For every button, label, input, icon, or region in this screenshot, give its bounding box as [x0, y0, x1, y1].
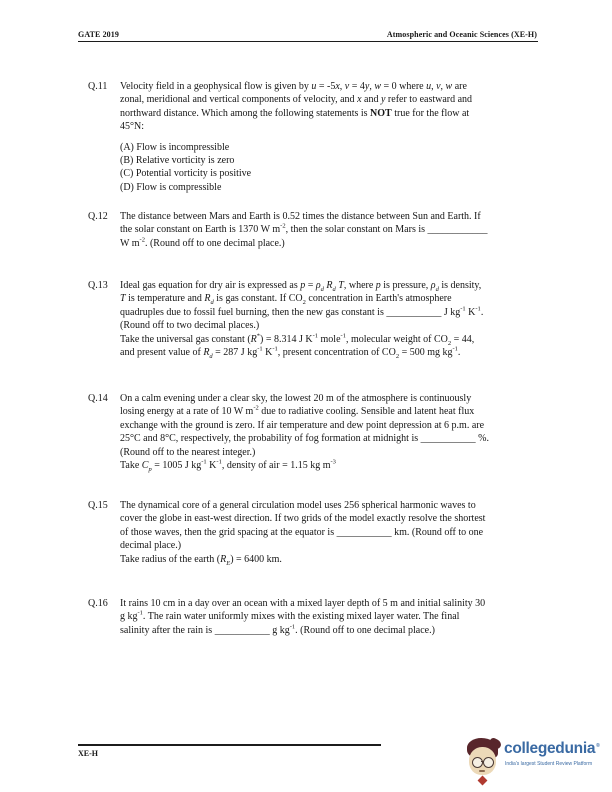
- registered-mark-icon: ®: [596, 742, 600, 749]
- question-body: [120, 210, 540, 250]
- mascot-icon: [466, 738, 502, 788]
- question-line: northward distance. Which among the following statements is NOT true for the flow at: [120, 107, 470, 119]
- footer-rule: [78, 744, 381, 746]
- option: (A) Flow is incompressible: [120, 141, 230, 153]
- question-body: [120, 279, 540, 359]
- question-block: [88, 392, 540, 472]
- mascot-glasses-right: [483, 757, 494, 768]
- question-line: 25°C and 8°C, respectively, the probability of fog formation at midnight is ___________ %.: [120, 433, 489, 445]
- collegedunia-logo: [466, 738, 608, 790]
- question-line: Take $C_p = 1005$ J $kg^{-1}$ $K^{-1}$, density of air = 1.15 kg $m^{-3}$: [120, 458, 336, 474]
- options-group: [120, 141, 540, 195]
- option: (C) Potential vorticity is positive: [120, 168, 252, 180]
- question-body: [120, 597, 540, 637]
- question-block: [88, 499, 540, 566]
- mascot-glasses-left: [472, 757, 483, 768]
- question-line: zonal, meridional and vertical components of velocity, and x and y refer to eastward and: [120, 94, 473, 106]
- question-line: Velocity field in a geophysical flow is given by u = -5x, v = 4y, w = 0 where u, v, w are: [120, 81, 467, 92]
- header-subject-title: Atmospheric and Oceanic Sciences (XE-H): [386, 30, 537, 39]
- question-line: The dynamical core of a general circulation model uses 256 spherical harmonic waves to: [120, 500, 476, 511]
- question-line: Take radius of the earth $(R_E) = 6400$ km.: [120, 553, 282, 567]
- footer-paper-code: XE-H: [78, 749, 98, 758]
- question-line: (Round off to two decimal places.): [120, 320, 260, 332]
- question-block: [88, 80, 540, 194]
- header-rule: [78, 41, 538, 42]
- option: (B) Relative vorticity is zero: [120, 155, 235, 167]
- question-line: Take the universal gas constant (R*) = 8.314 J $K^{-1}$ mole$^{-1}$, molecular weight of $CO_2 = 44$,: [120, 332, 475, 347]
- question-line: quadruples due to fossil fuel burning, then the new gas constant is ___________ J $kg^{-1}$ $K^{-1}$.: [120, 305, 484, 318]
- question-number: Q.15: [88, 500, 108, 511]
- question-body: [120, 392, 540, 472]
- question-line: T is temperature and $R_d$ is gas constant. If $CO_2$ concentration in Earth's atmosphere: [120, 293, 452, 307]
- mascot-glasses-bridge: [481, 761, 484, 763]
- header-exam-title: GATE 2019: [78, 30, 119, 39]
- question-line: (Round off to the nearest integer.): [120, 446, 256, 458]
- question-number: Q.13: [88, 280, 108, 291]
- question-line: salinity after the rain is ___________ g $kg^{-1}$. (Round off to one decimal place.): [120, 623, 435, 636]
- question-line: The distance between Mars and Earth is 0.52 times the distance between Sun and Earth. If: [120, 211, 481, 222]
- question-body: [120, 80, 540, 194]
- question-block: [88, 597, 540, 637]
- question-line: W $m^{-2}$. (Round off to one decimal place.): [120, 236, 285, 249]
- question-line: It rains 10 cm in a day over an ocean with a mixed layer depth of 5 m and initial salinity 30: [120, 598, 486, 609]
- question-number: Q.12: [88, 211, 108, 222]
- mascot-mouth: [479, 770, 485, 772]
- question-line: 45°N:: [120, 121, 144, 133]
- question-number: Q.16: [88, 598, 108, 609]
- option: (D) Flow is compressible: [120, 181, 222, 193]
- logo-tagline: India's largest Student Review Platform: [505, 761, 593, 767]
- question-body: [120, 499, 540, 566]
- question-line: of those waves, then the grid spacing at the equator is ___________ km. (Round off to one: [120, 526, 484, 538]
- question-block: [88, 210, 540, 250]
- question-line: and present value of $R_d = 287$ J $kg^{-1}$ $K^{-1}$, present concentration of $CO_2 = 500$ mg $kg^{-1}$.: [120, 345, 461, 361]
- question-number: Q.14: [88, 393, 108, 404]
- question-line: decimal place.): [120, 540, 182, 552]
- question-line: losing energy at a rate of 10 W $m^{-2}$ due to radiative cooling. Sensible and latent heat flux: [120, 405, 475, 418]
- question-line: exchange with the ground is zero. If air temperature and dew point depression at 6 p.m. are: [120, 419, 485, 431]
- question-line: Ideal gas equation for dry air is expressed as $p = \rho_d$ $R_d$ T, where p is pressure, $\rho_d$ is density,: [120, 280, 482, 293]
- question-line: the solar constant on Earth is 1370 W $m^{-2}$, then the solar constant on Mars is ____________: [120, 223, 488, 236]
- question-block: [88, 279, 540, 359]
- mascot-bowtie: [478, 776, 488, 786]
- logo-name: collegedunia: [504, 740, 596, 757]
- question-line: cover the globe in east-west direction. If two grids of the model exactly resolve the shortest: [120, 513, 486, 525]
- question-number: Q.11: [88, 81, 108, 92]
- question-line: g $kg^{-1}$. The rain water uniformly mixes with the existing mixed layer water. The final: [120, 610, 460, 623]
- logo-wordmark: [504, 740, 600, 758]
- question-line: On a calm evening under a clear sky, the lowest 20 m of the atmosphere is continuously: [120, 393, 472, 404]
